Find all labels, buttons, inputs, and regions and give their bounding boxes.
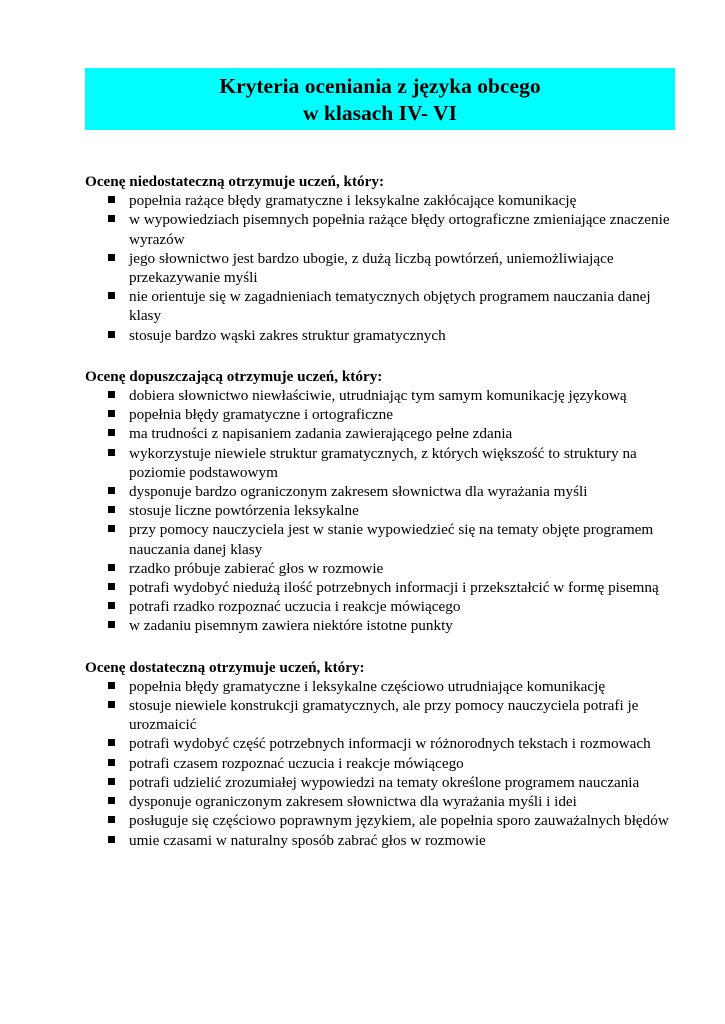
list-item-text: rzadko próbuje zabierać głos w rozmowie xyxy=(129,559,384,577)
list-item xyxy=(85,191,685,210)
square-bullet-icon xyxy=(108,778,115,785)
list-item xyxy=(85,210,685,248)
list-item-text: popełnia rażące błędy gramatyczne i leksykalne zakłócające komunikację xyxy=(129,192,577,210)
square-bullet-icon xyxy=(108,602,115,609)
square-bullet-icon xyxy=(108,429,115,436)
title-line-2: w klasach IV- VI xyxy=(303,101,457,125)
list-item xyxy=(85,249,685,287)
square-bullet-icon xyxy=(108,331,115,338)
square-bullet-icon xyxy=(108,682,115,689)
list-item-text: w wypowiedziach pisemnych popełnia rażące błędy ortograficzne zmieniające znaczenie wyrazów xyxy=(129,211,670,248)
list-item-text: jego słownictwo jest bardzo ubogie, z dużą liczbą powtórzeń, uniemożliwiające przekazywanie myśli xyxy=(129,249,614,287)
list-item xyxy=(85,811,685,830)
list-item xyxy=(85,696,685,734)
list-item-text: dobiera słownictwo niewłaściwie, utrudniając tym samym komunikację językową xyxy=(129,387,627,405)
list-item-text: stosuje niewiele konstrukcji gramatycznych, ale przy pomocy nauczyciela potrafi je urozmaicić xyxy=(129,697,639,734)
section-heading: Ocenę dopuszczającą otrzymuje uczeń, który: xyxy=(85,367,383,385)
list-item-text: posługuje się częściowo poprawnym językiem, ale popełnia sporo zauważalnych błędów xyxy=(129,812,669,830)
criteria-list xyxy=(85,677,685,850)
list-item xyxy=(85,773,685,792)
list-item xyxy=(85,424,685,443)
list-item-text: potrafi rzadko rozpoznać uczucia i reakcje mówiącego xyxy=(129,598,461,616)
square-bullet-icon xyxy=(108,487,115,494)
square-bullet-icon xyxy=(108,621,115,628)
section-heading: Ocenę dostateczną otrzymuje uczeń, który: xyxy=(85,658,365,676)
list-item-text: przy pomocy nauczyciela jest w stanie wypowiedzieć się na tematy objęte programem nauczania danej klasy xyxy=(129,521,654,558)
section-heading: Ocenę niedostateczną otrzymuje uczeń, który: xyxy=(85,173,385,190)
list-item-text: stosuje liczne powtórzenia leksykalne xyxy=(129,502,359,520)
square-bullet-icon xyxy=(108,797,115,804)
list-item-text: stosuje bardzo wąski zakres struktur gramatycznych xyxy=(129,326,446,344)
list-item-text: w zadaniu pisemnym zawiera niektóre istotne punkty xyxy=(129,617,453,635)
criteria-list xyxy=(85,191,685,345)
list-item-text: dysponuje bardzo ograniczonym zakresem słownictwa dla wyrażania myśli xyxy=(129,483,588,501)
list-item-text: dysponuje ograniczonym zakresem słownictwa dla wyrażania myśli i idei xyxy=(129,793,577,811)
list-item-text: wykorzystuje niewiele struktur gramatycznych, z których większość to struktury na poziomie podstawowym xyxy=(129,444,637,481)
list-item-text: nie orientuje się w zagadnieniach tematycznych objętych programem nauczania danej klasy xyxy=(129,288,651,325)
square-bullet-icon xyxy=(108,739,115,746)
list-item-text: umie czasami w naturalny sposób zabrać głos w rozmowie xyxy=(129,831,486,849)
square-bullet-icon xyxy=(108,506,115,513)
list-item xyxy=(85,597,685,616)
list-item xyxy=(85,482,685,501)
list-item xyxy=(85,520,685,558)
square-bullet-icon xyxy=(108,391,115,398)
list-item xyxy=(85,405,685,424)
section-dostateczna xyxy=(85,658,685,850)
list-item-text: potrafi czasem rozpoznać uczucia i reakcje mówiącego xyxy=(129,754,464,772)
list-item xyxy=(85,616,685,635)
list-item-text: potrafi wydobyć część potrzebnych informacji w różnorodnych tekstach i rozmowach xyxy=(129,735,651,753)
square-bullet-icon xyxy=(108,759,115,766)
square-bullet-icon xyxy=(108,525,115,532)
title-banner xyxy=(85,68,675,130)
square-bullet-icon xyxy=(108,196,115,203)
list-item xyxy=(85,559,685,578)
square-bullet-icon xyxy=(108,836,115,843)
square-bullet-icon xyxy=(108,564,115,571)
list-item xyxy=(85,792,685,811)
list-item-text: popełnia błędy gramatyczne i leksykalne częściowo utrudniające komunikację xyxy=(129,677,606,695)
list-item xyxy=(85,677,685,696)
square-bullet-icon xyxy=(108,583,115,590)
square-bullet-icon xyxy=(108,449,115,456)
square-bullet-icon xyxy=(108,215,115,222)
list-item xyxy=(85,444,685,482)
list-item xyxy=(85,754,685,773)
square-bullet-icon xyxy=(108,292,115,299)
square-bullet-icon xyxy=(108,701,115,708)
square-bullet-icon xyxy=(108,410,115,417)
list-item xyxy=(85,386,685,405)
criteria-content xyxy=(85,172,685,872)
title-line-1: Kryteria oceniania z języka obcego xyxy=(219,74,541,98)
list-item-text: ma trudności z napisaniem zadania zawierającego pełne zdania xyxy=(129,425,513,443)
list-item-text: popełnia błędy gramatyczne i ortograficzne xyxy=(129,406,393,424)
list-item xyxy=(85,501,685,520)
square-bullet-icon xyxy=(108,254,115,261)
list-item-text: potrafi udzielić zrozumiałej wypowiedzi na tematy określone programem nauczania xyxy=(129,773,640,791)
square-bullet-icon xyxy=(108,816,115,823)
list-item xyxy=(85,287,685,325)
list-item-text: potrafi wydobyć niedużą ilość potrzebnych informacji i przekształcić w formę pisemną xyxy=(129,579,659,597)
list-item xyxy=(85,578,685,597)
list-item xyxy=(85,326,685,345)
list-item xyxy=(85,831,685,850)
section-niedostateczna xyxy=(85,172,685,345)
list-item xyxy=(85,734,685,753)
criteria-list xyxy=(85,386,685,636)
section-dopuszczajaca xyxy=(85,367,685,636)
